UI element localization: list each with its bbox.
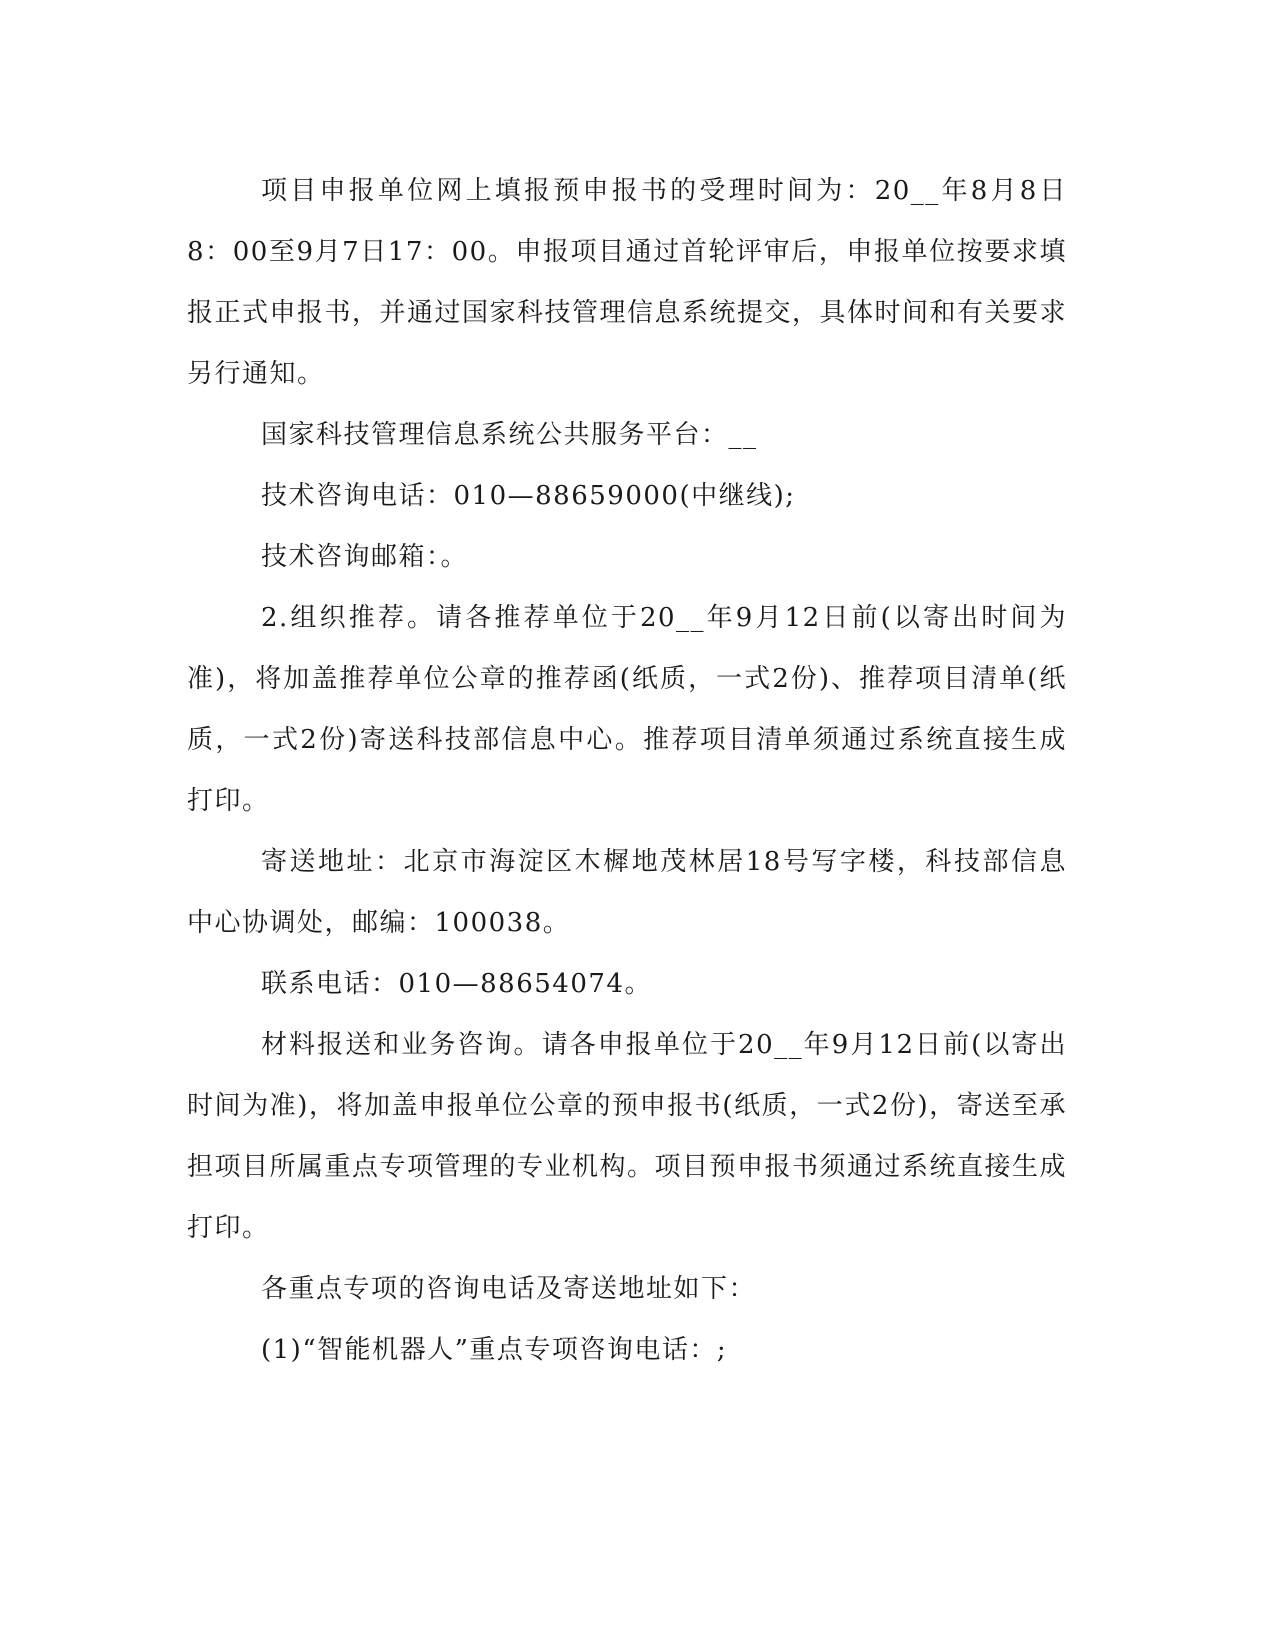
document-body bbox=[187, 161, 1067, 1381]
paragraph-service-platform: 国家科技管理信息系统公共服务平台：__ bbox=[261, 420, 758, 450]
paragraph-mailing-address: 寄送地址：北京市海淀区木樨地茂林居18号写字楼，科技部信息中心协调处，邮编：100038。 bbox=[187, 847, 1067, 938]
paragraph-material-submission: 材料报送和业务咨询。请各申报单位于20__年9月12日前(以寄出时间为准)，将加盖申报单位公章的预申报书(纸质，一式2份)，寄送至承担项目所属重点专项管理的专业机构。项目预申报书须通过系统直接生成打印。 bbox=[187, 1030, 1068, 1243]
paragraph-tech-email: 技术咨询邮箱：。 bbox=[261, 542, 469, 572]
paragraph-robot-project-phone: (1)“智能机器人”重点专项咨询电话：; bbox=[261, 1335, 728, 1365]
paragraph-special-projects-intro: 各重点专项的咨询电话及寄送地址如下： bbox=[261, 1274, 757, 1304]
paragraph-submission-time: 项目申报单位网上填报预申报书的受理时间为：20__年8月8日8：00至9月7日17：00。申报项目通过首轮评审后，申报单位按要求填报正式申报书，并通过国家科技管理信息系统提交，具体时间和有关要求另行通知。 bbox=[187, 176, 1068, 389]
paragraph-contact-phone: 联系电话：010—88654074。 bbox=[261, 969, 652, 999]
paragraph-tech-phone: 技术咨询电话：010—88659000(中继线); bbox=[261, 481, 796, 511]
paragraph-organize-recommend: 2.组织推荐。请各推荐单位于20__年9月12日前(以寄出时间为准)，将加盖推荐单位公章的推荐函(纸质，一式2份)、推荐项目清单(纸质，一式2份)寄送科技部信息中心。推荐项目清单须通过系统直接生成打印。 bbox=[187, 603, 1067, 816]
